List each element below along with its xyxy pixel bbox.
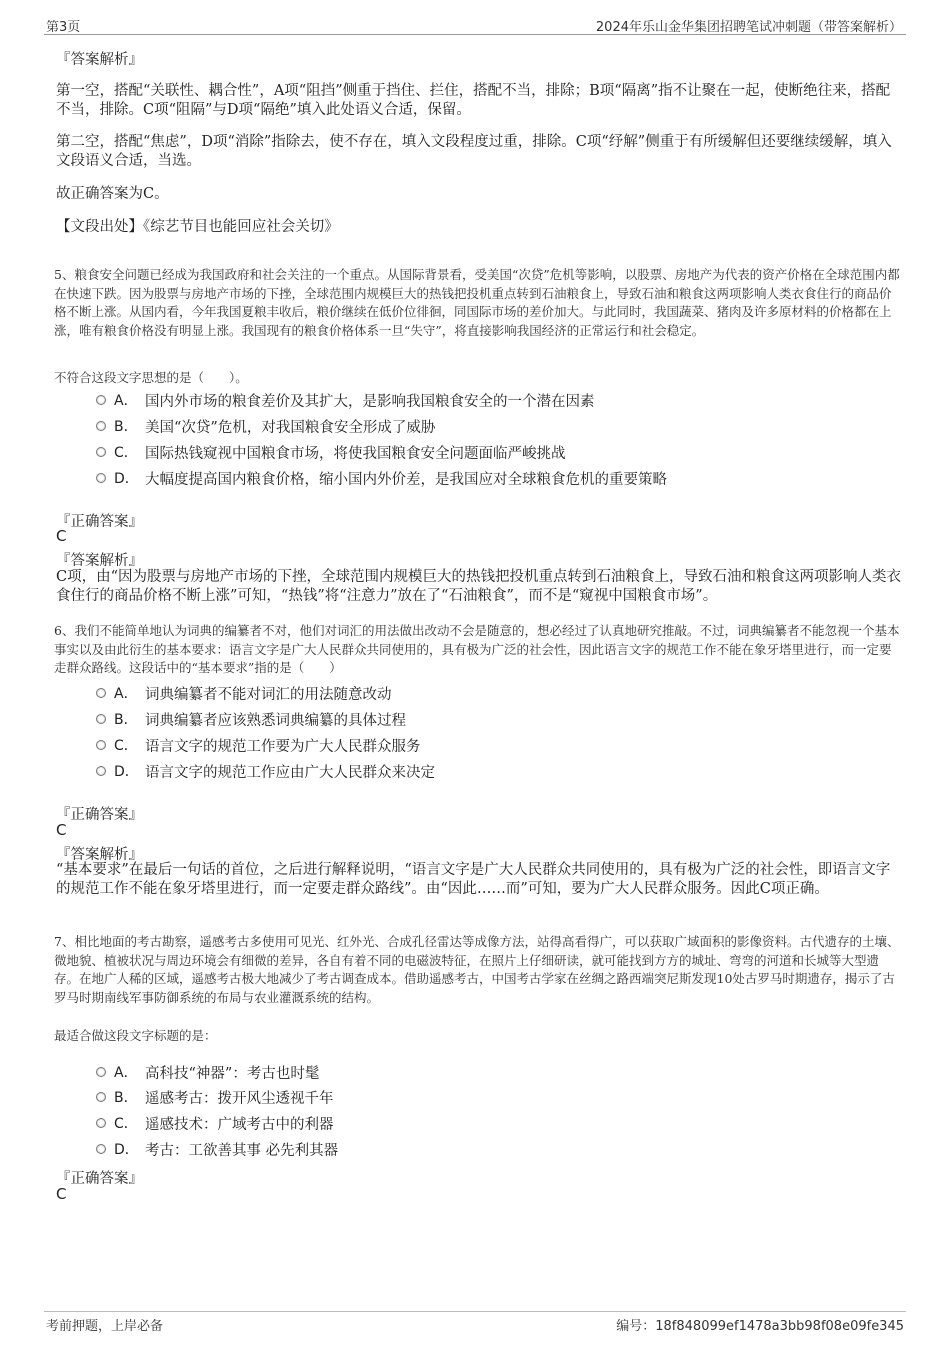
radio-icon[interactable] (96, 1067, 106, 1077)
radio-icon[interactable] (96, 740, 106, 750)
q4-analysis-para1: 第一空，搭配“关联性、耦合性”，A项“阻挡”侧重于挡住、拦住，搭配不当，排除；B项“隔离”指不让聚在一起，使断绝往来，搭配不当，排除。C项“阻隔”与D项“隔绝”填入此处语义合适，保留。 (56, 83, 891, 118)
footer-slogan: 考前押题，上岸必备 (46, 1319, 164, 1334)
q5-question: 不符合这段文字思想的是（ ）。 (54, 370, 248, 385)
q7-question: 最适合做这段文字标题的是： (54, 1028, 217, 1043)
document-id: 编号：18f848099ef1478a3bb98f08e09fe345 (616, 1319, 904, 1334)
q5-answer-label: 『正确答案』 (56, 514, 143, 530)
q4-analysis-conclusion: 故正确答案为C。 (56, 186, 169, 202)
q4-source: 【文段出处】《综艺节目也能回应社会关切》 (56, 219, 339, 235)
q6-answer: C (56, 821, 67, 839)
q7-stem: 7、相比地面的考古勘察，遥感考古多使用可见光、红外光、合成孔径雷达等成像方法，站得高看得广，可以获取广域面积的影像资料。古代遗存的土壤、微地貌、植被状况与周边环境会有细微的差异，各自有着不同的电磁波特征，在照片上仔细研读，就可能找到方方的城址、弯弯的河道和长城等大型遗存。在地广人稀的区域，遥感考古极大地减少了考古调查成本。借助遥感考古，中国考古学家在丝绸之路西端突尼斯发现10处古罗马时期遗存，揭示了古罗马时期南线军事防御系统的布局与农业灌溉系统的结构。 (54, 934, 900, 1005)
q7-answer: C (56, 1185, 67, 1203)
q6-answer-label: 『正确答案』 (56, 807, 143, 823)
radio-icon[interactable] (96, 395, 106, 405)
radio-icon[interactable] (96, 1118, 106, 1128)
page-number: 第3页 (46, 20, 81, 35)
radio-icon[interactable] (96, 766, 106, 776)
document-title: 2024年乐山金华集团招聘笔试冲刺题（带答案解析） (595, 20, 902, 35)
q6-analysis: “基本要求”在最后一句话的首位，之后进行解释说明，“语言文字是广大人民群众共同使用的，具有极为广泛的社会性，即语言文字的规范工作不能在象牙塔里进行，而一定要走群众路线”。由“因此……而”可知，要为广大人民群众服务。因此C项正确。 (56, 862, 891, 897)
radio-icon[interactable] (96, 473, 106, 483)
q6-stem: 6、我们不能简单地认为词典的编纂者不对，他们对词汇的用法做出改动不会是随意的，想必经过了认真地研究推敲。不过，词典编纂者不能忽视一个基本事实以及由此衍生的基本要求：语言文字是广大人民群众共同使用的，具有极为广泛的社会性，因此语言文字的规范工作不能在象牙塔里进行，而一定要走群众路线。这段话中的“基本要求”指的是（ ） (54, 623, 900, 675)
q5-answer: C (56, 527, 67, 545)
q5-analysis: C项，由“因为股票与房地产市场的下挫，全球范围内规模巨大的热钱把投机重点转到石油粮食上，导致石油和粮食这两项影响人类衣食住行的商品价格不断上涨”可知，“热钱”将“注意力”放在了“石油粮食”，而不是“窥视中国粮食市场”。 (56, 569, 902, 604)
q6-analysis-label: 『答案解析』 (56, 847, 143, 863)
radio-icon[interactable] (96, 1092, 106, 1102)
radio-icon[interactable] (96, 688, 106, 698)
radio-icon[interactable] (96, 447, 106, 457)
radio-icon[interactable] (96, 421, 106, 431)
q7-answer-label: 『正确答案』 (56, 1171, 143, 1187)
page-header (44, 14, 906, 35)
radio-icon[interactable] (96, 1144, 106, 1154)
q5-analysis-label: 『答案解析』 (56, 553, 143, 569)
q5-stem: 5、粮食安全问题已经成为我国政府和社会关注的一个重点。从国际背景看，受美国“次贷”危机等影响，以股票、房地产为代表的资产价格在全球范围内都在快速下跌。因为股票与房地产市场的下挫，全球范围内规模巨大的热钱把投机重点转到石油粮食上，导致石油和粮食这两项影响人类衣食住行的商品价格不断上涨。从国内看，今年我国夏粮丰收后，粮价继续在低价位徘徊，同国际市场的差价加大。与此同时，我国蔬菜、猪肉及许多原材料的价格都在上涨，唯有粮食价格没有明显上涨。我国现有的粮食价格体系一旦“失守”，将直接影响我国经济的正常运行和社会稳定。 (54, 267, 900, 338)
q4-analysis-label: 『答案解析』 (56, 52, 143, 68)
page-footer (44, 1311, 906, 1334)
radio-icon[interactable] (96, 714, 106, 724)
q4-analysis-para2: 第二空，搭配“焦虑”，D项“消除”指除去，使不存在，填入文段程度过重，排除。C项“纾解”侧重于有所缓解但还要继续缓解，填入文段语义合适，当选。 (56, 134, 892, 169)
